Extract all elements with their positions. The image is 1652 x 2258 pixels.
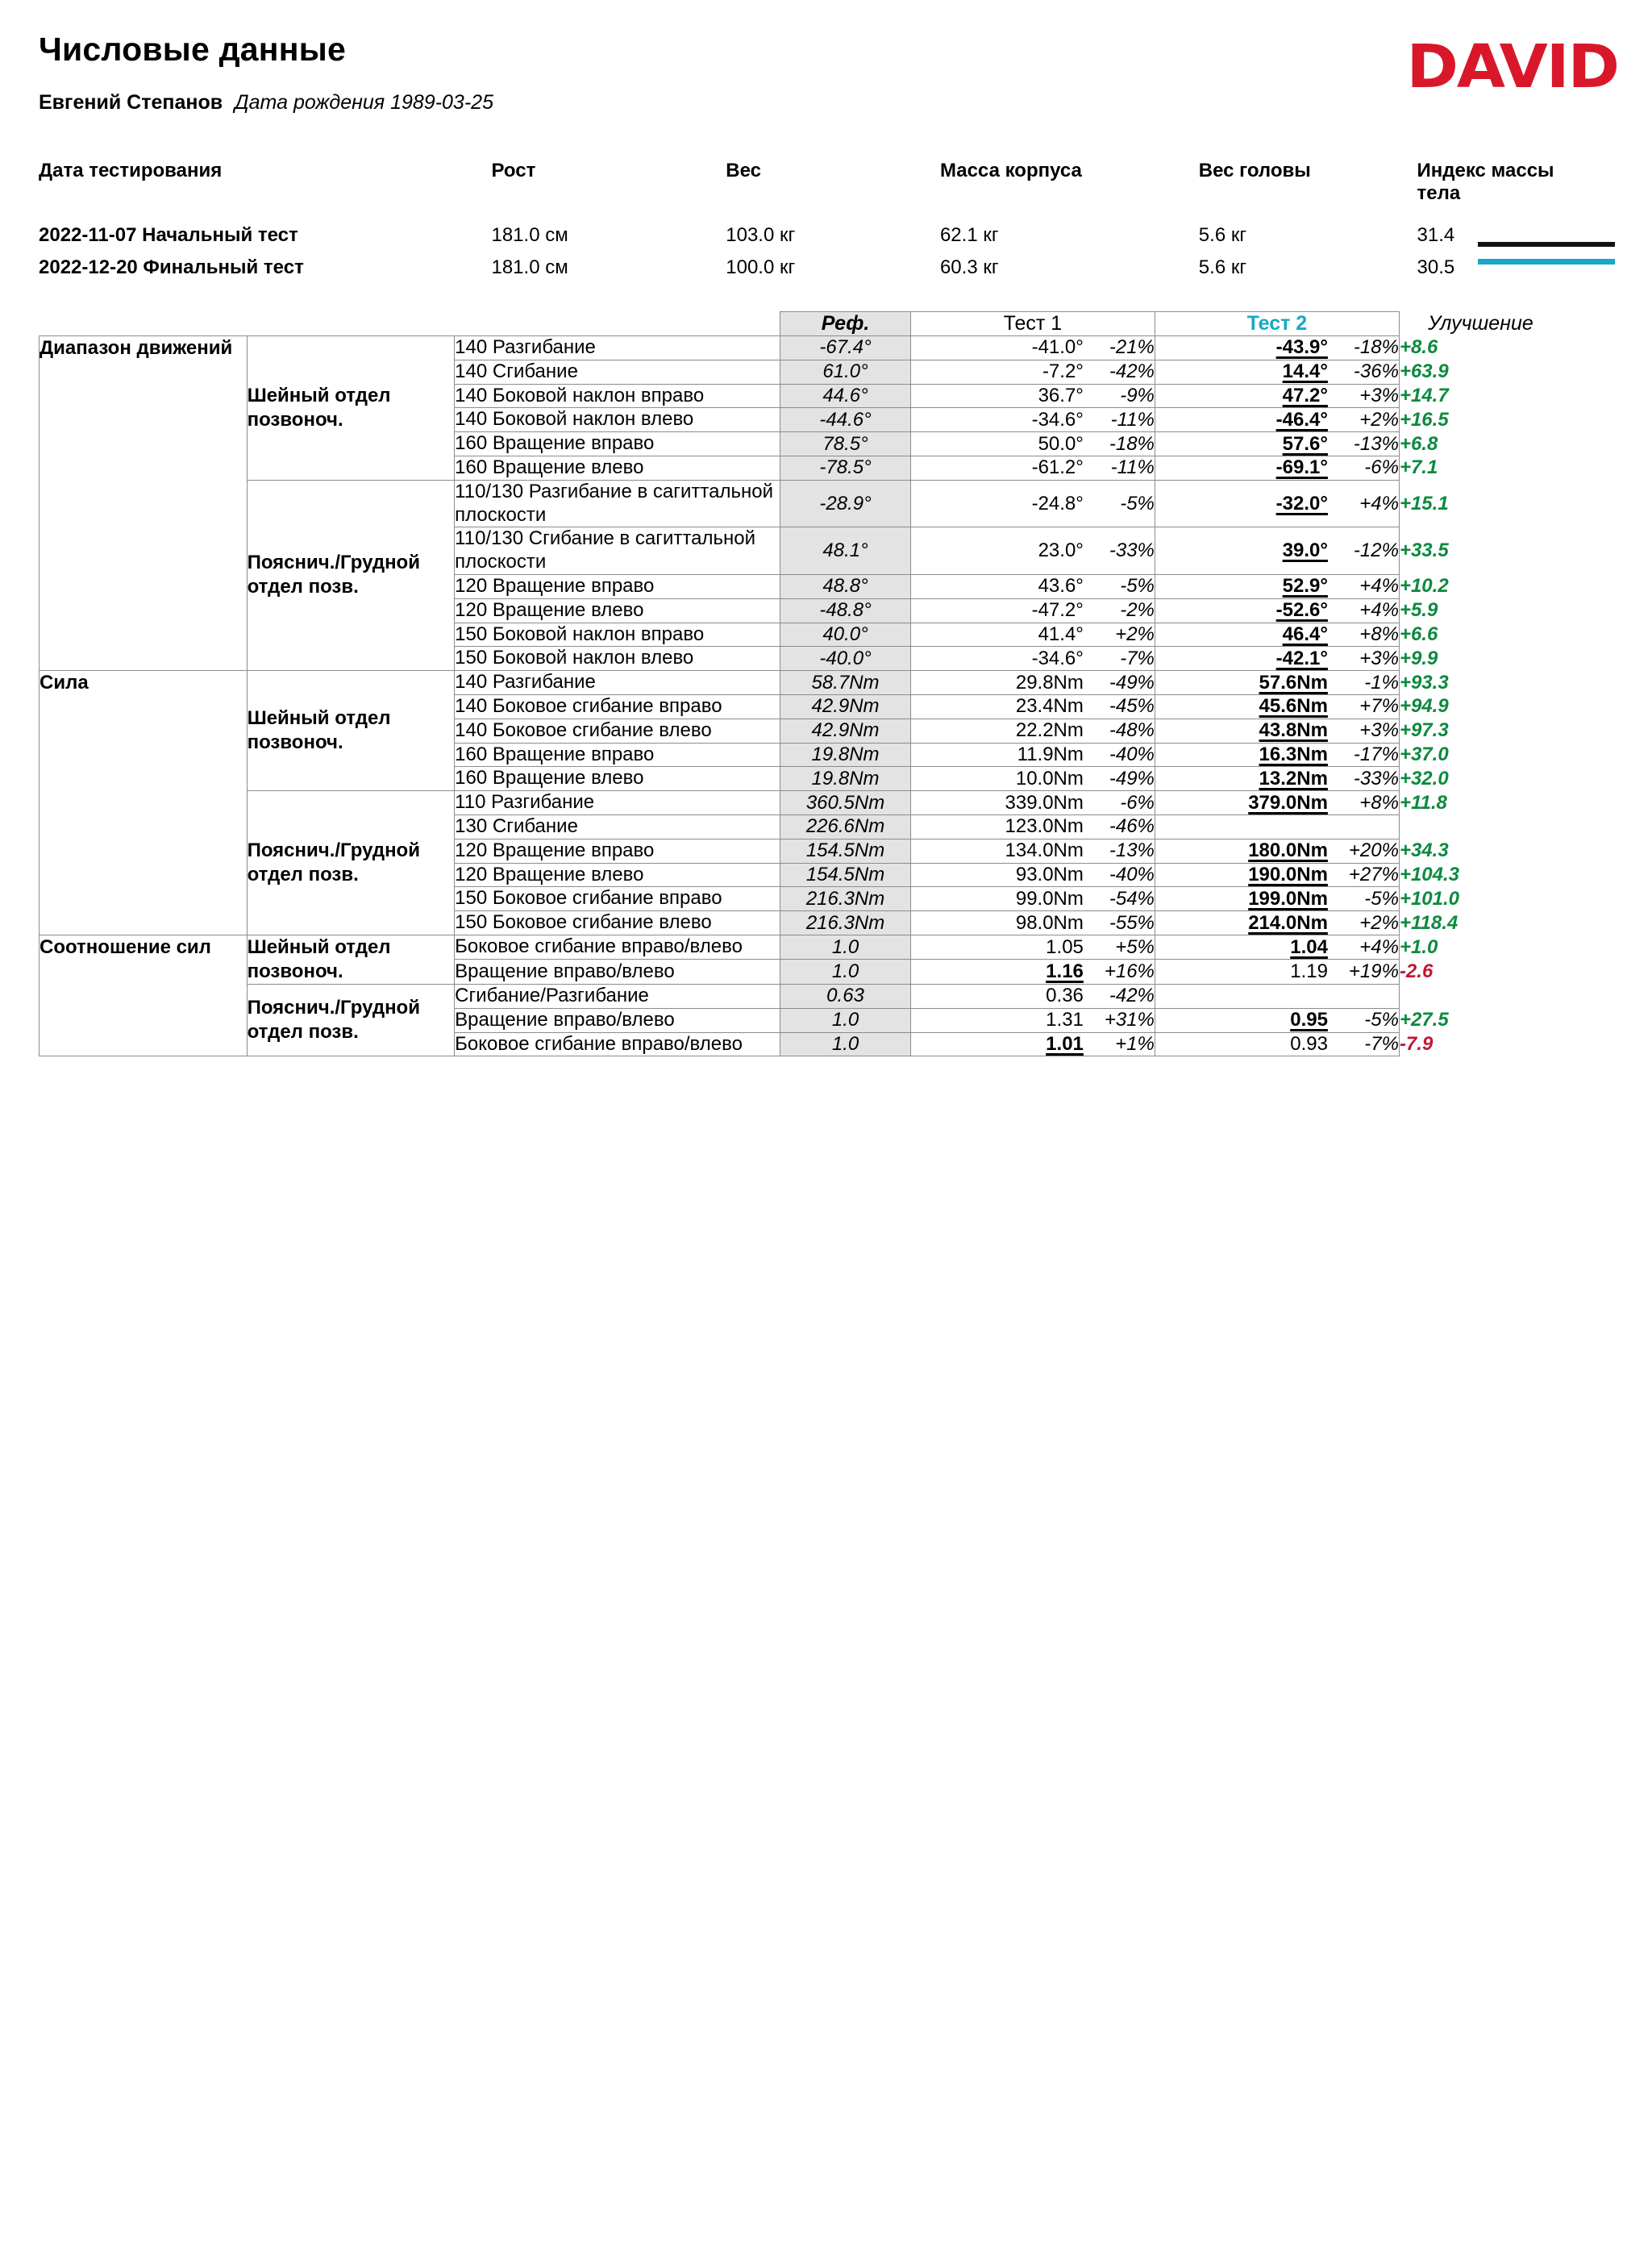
reference-value: -67.4° (780, 336, 911, 360)
reference-value: -40.0° (780, 647, 911, 671)
table-row (40, 935, 1563, 960)
reference-value: 58.7Nm (780, 671, 911, 695)
test2-value: 13.2Nm -33% (1155, 767, 1399, 791)
exercise-label: 110 Разгибание (455, 791, 780, 815)
exercise-label: 150 Боковое сгибание вправо (455, 887, 780, 911)
summary-row (39, 252, 1554, 284)
test2-value: -46.4° +2% (1155, 408, 1399, 432)
test2-value: 379.0Nm +8% (1155, 791, 1399, 815)
test1-value: 123.0Nm -46% (910, 814, 1155, 839)
test1-value: 23.0° -33% (910, 527, 1155, 575)
exercise-label: 110/130 Сгибание в сагиттальной плоскости (455, 527, 780, 575)
exercise-label: 120 Вращение влево (455, 598, 780, 623)
group-label: Сила (40, 671, 248, 935)
test2-value: 190.0Nm +27% (1155, 863, 1399, 887)
summary-col-height: Рост (491, 160, 536, 181)
summary-col-bmi: Индекс массы тела (1417, 160, 1554, 204)
region-label: Пояснич./Грудной отдел позв. (247, 984, 455, 1056)
measurements-section (39, 311, 1620, 1056)
region-label: Пояснич./Грудной отдел позв. (247, 791, 455, 935)
header-ref: Реф. (780, 312, 911, 336)
bmi-indicator (1478, 242, 1615, 277)
test2-value: 39.0° -12% (1155, 527, 1399, 575)
summary-bmi: 30.5 (1417, 256, 1455, 278)
improvement-value: +9.9 (1399, 647, 1438, 669)
patient-info (39, 91, 1620, 115)
test2-value: 0.93 -7% (1155, 1032, 1399, 1056)
test2-value: -69.1° -6% (1155, 456, 1399, 480)
summary-head-weight: 5.6 кг (1198, 256, 1247, 278)
summary-height: 181.0 см (491, 224, 568, 246)
summary-bmi: 31.4 (1417, 224, 1455, 246)
test2-value (1155, 814, 1399, 839)
improvement-value: +6.8 (1399, 432, 1438, 455)
region-label: Пояснич./Грудной отдел позв. (247, 480, 455, 670)
test2-value: -43.9° -18% (1155, 336, 1399, 360)
exercise-label: 160 Вращение вправо (455, 432, 780, 456)
test2-value: -42.1° +3% (1155, 647, 1399, 671)
improvement-value: +104.3 (1399, 863, 1460, 885)
summary-col-weight: Вес (726, 160, 761, 181)
exercise-label: 120 Вращение влево (455, 863, 780, 887)
test1-value: -41.0° -21% (910, 336, 1155, 360)
reference-value: 44.6° (780, 384, 911, 408)
improvement-value: +5.9 (1399, 599, 1438, 622)
group-label: Соотношение сил (40, 935, 248, 1056)
summary-col-head-weight: Вес головы (1198, 160, 1311, 181)
test1-value: 1.01 +1% (910, 1032, 1155, 1056)
test1-value: 23.4Nm -45% (910, 694, 1155, 719)
test1-value: 1.16 +16% (910, 960, 1155, 985)
exercise-label: 140 Боковое сгибание вправо (455, 694, 780, 719)
test2-value: 52.9° +4% (1155, 574, 1399, 598)
test1-value: 36.7° -9% (910, 384, 1155, 408)
test1-value: 134.0Nm -13% (910, 839, 1155, 863)
summary-head-weight: 5.6 кг (1198, 224, 1247, 246)
page-title: Числовые данные (39, 31, 346, 68)
improvement-value: +97.3 (1399, 719, 1449, 742)
table-row (40, 791, 1563, 815)
reference-value: 48.1° (780, 527, 911, 575)
improvement-value (1399, 814, 1562, 839)
report-page (0, 0, 1652, 1073)
exercise-label: 130 Сгибание (455, 814, 780, 839)
reference-value: 61.0° (780, 360, 911, 384)
summary-trunk-mass: 62.1 кг (939, 224, 999, 246)
reference-value: 40.0° (780, 623, 911, 647)
exercise-label: Боковое сгибание вправо/влево (455, 1032, 780, 1056)
test1-value: 43.6° -5% (910, 574, 1155, 598)
reference-value: 42.9Nm (780, 719, 911, 743)
improvement-value: +11.8 (1399, 791, 1447, 814)
reference-value: 48.8° (780, 574, 911, 598)
improvement-value: +118.4 (1399, 911, 1459, 934)
improvement-value: +33.5 (1399, 540, 1449, 562)
exercise-label: 160 Вращение вправо (455, 743, 780, 767)
measurements-table (39, 311, 1563, 1056)
improvement-value: +101.0 (1399, 887, 1460, 910)
improvement-value: +63.9 (1399, 360, 1449, 383)
test1-value: -34.6° -7% (910, 647, 1155, 671)
exercise-label: 140 Боковое сгибание влево (455, 719, 780, 743)
header-improvement: Улучшение (1428, 312, 1533, 335)
improvement-value: +94.9 (1399, 695, 1449, 718)
test1-value: 1.05 +5% (910, 935, 1155, 960)
table-row (40, 671, 1563, 695)
exercise-label: 160 Вращение влево (455, 456, 780, 480)
reference-value: 1.0 (780, 935, 911, 960)
region-label: Шейный отдел позвоноч. (247, 935, 455, 984)
test2-value: 1.19 +19% (1155, 960, 1399, 985)
test2-value: 1.04 +4% (1155, 935, 1399, 960)
improvement-value: +16.5 (1399, 408, 1449, 431)
test2-value: 214.0Nm +2% (1155, 911, 1399, 935)
exercise-label: Вращение вправо/влево (455, 960, 780, 985)
improvement-value: +15.1 (1399, 492, 1449, 515)
header-spacer-group (40, 312, 248, 336)
reference-value: 154.5Nm (780, 863, 911, 887)
improvement-value: +10.2 (1399, 575, 1449, 598)
reference-value: 1.0 (780, 960, 911, 985)
test2-value: 47.2° +3% (1155, 384, 1399, 408)
table-row (40, 480, 1563, 527)
summary-trunk-mass: 60.3 кг (939, 256, 999, 278)
test1-value: 10.0Nm -49% (910, 767, 1155, 791)
test1-value: 93.0Nm -40% (910, 863, 1155, 887)
improvement-value: -7.9 (1399, 1032, 1434, 1055)
exercise-label: 150 Боковой наклон влево (455, 647, 780, 671)
exercise-label: 110/130 Разгибание в сагиттальной плоскости (455, 480, 780, 527)
test2-value: 16.3Nm -17% (1155, 743, 1399, 767)
summary-weight: 100.0 кг (726, 256, 796, 278)
patient-dob: Дата рождения 1989-03-25 (235, 91, 493, 114)
reference-value: 0.63 (780, 984, 911, 1008)
test2-value: 57.6Nm -1% (1155, 671, 1399, 695)
test1-value: 11.9Nm -40% (910, 743, 1155, 767)
reference-value: 1.0 (780, 1008, 911, 1032)
header-spacer-exercise (455, 312, 780, 336)
improvement-value: +14.7 (1399, 384, 1449, 406)
test2-value: 0.95 -5% (1155, 1008, 1399, 1032)
improvement-value: -2.6 (1399, 960, 1434, 983)
exercise-label: 160 Вращение влево (455, 767, 780, 791)
reference-value: 154.5Nm (780, 839, 911, 863)
test1-value: 50.0° -18% (910, 432, 1155, 456)
exercise-label: 140 Разгибание (455, 671, 780, 695)
test2-value: -52.6° +4% (1155, 598, 1399, 623)
summary-table (39, 160, 1554, 284)
summary-row (39, 219, 1554, 252)
test1-value: 22.2Nm -48% (910, 719, 1155, 743)
test2-value: 14.4° -36% (1155, 360, 1399, 384)
region-label: Шейный отдел позвоноч. (247, 671, 455, 791)
reference-value: 216.3Nm (780, 911, 911, 935)
test2-value: 180.0Nm +20% (1155, 839, 1399, 863)
exercise-label: 140 Сгибание (455, 360, 780, 384)
table-row (40, 984, 1563, 1008)
header-test2: Тест 2 (1155, 312, 1399, 336)
bmi-bar-test1 (1478, 242, 1615, 247)
reference-value: -44.6° (780, 408, 911, 432)
exercise-label: 150 Боковое сгибание влево (455, 911, 780, 935)
reference-value: 78.5° (780, 432, 911, 456)
exercise-label: Вращение вправо/влево (455, 1008, 780, 1032)
test2-value: 43.8Nm +3% (1155, 719, 1399, 743)
reference-value: 42.9Nm (780, 694, 911, 719)
test1-value: 0.36 -42% (910, 984, 1155, 1008)
test1-value: -61.2° -11% (910, 456, 1155, 480)
summary-height: 181.0 см (491, 256, 568, 278)
test1-value: 98.0Nm -55% (910, 911, 1155, 935)
exercise-label: Боковое сгибание вправо/влево (455, 935, 780, 960)
patient-name: Евгений Степанов (39, 91, 223, 114)
test2-value: 57.6° -13% (1155, 432, 1399, 456)
test1-value: -24.8° -5% (910, 480, 1155, 527)
improvement-value (1399, 984, 1562, 1008)
improvement-value: +32.0 (1399, 767, 1449, 789)
improvement-value: +37.0 (1399, 743, 1449, 765)
reference-value: 226.6Nm (780, 814, 911, 839)
improvement-value: +8.6 (1399, 336, 1438, 359)
test1-value: 41.4° +2% (910, 623, 1155, 647)
reference-value: 1.0 (780, 1032, 911, 1056)
reference-value: 216.3Nm (780, 887, 911, 911)
region-label: Шейный отдел позвоноч. (247, 336, 455, 481)
summary-col-date: Дата тестирования (39, 160, 223, 181)
reference-value: -48.8° (780, 598, 911, 623)
test2-value: 46.4° +8% (1155, 623, 1399, 647)
exercise-label: 140 Разгибание (455, 336, 780, 360)
improvement-value: +34.3 (1399, 839, 1449, 862)
reference-value: 19.8Nm (780, 743, 911, 767)
david-logo: DAVID (1406, 32, 1618, 102)
test1-value: 99.0Nm -54% (910, 887, 1155, 911)
reference-value: -28.9° (780, 480, 911, 527)
improvement-value: +27.5 (1399, 1009, 1449, 1031)
bmi-bar-test2 (1478, 259, 1615, 265)
header-test1: Тест 1 (910, 312, 1155, 336)
exercise-label: 150 Боковой наклон вправо (455, 623, 780, 647)
exercise-label: 120 Вращение вправо (455, 574, 780, 598)
table-row (40, 336, 1563, 360)
test2-value: 199.0Nm -5% (1155, 887, 1399, 911)
summary-header-row (39, 160, 1554, 219)
test1-value: -47.2° -2% (910, 598, 1155, 623)
summary-date: 2022-12-20 Финальный тест (39, 256, 304, 278)
improvement-value: +1.0 (1399, 935, 1438, 958)
report-header (32, 31, 1620, 135)
reference-value: 19.8Nm (780, 767, 911, 791)
exercise-label: 140 Боковой наклон вправо (455, 384, 780, 408)
test1-value: 29.8Nm -49% (910, 671, 1155, 695)
improvement-value: +6.6 (1399, 623, 1438, 645)
improvement-value: +93.3 (1399, 671, 1449, 694)
group-label: Диапазон движений (40, 336, 248, 671)
test1-value: -34.6° -11% (910, 408, 1155, 432)
reference-value: 360.5Nm (780, 791, 911, 815)
exercise-label: Сгибание/Разгибание (455, 984, 780, 1008)
summary-col-trunk-mass: Масса корпуса (939, 160, 1082, 181)
test2-value: 45.6Nm +7% (1155, 694, 1399, 719)
improvement-value: +7.1 (1399, 456, 1438, 479)
header-spacer-region (247, 312, 455, 336)
summary-weight: 103.0 кг (726, 224, 796, 246)
reference-value: -78.5° (780, 456, 911, 480)
test2-value: -32.0° +4% (1155, 480, 1399, 527)
measurements-header-row (40, 312, 1563, 336)
summary-date: 2022-11-07 Начальный тест (39, 224, 298, 246)
test1-value: 339.0Nm -6% (910, 791, 1155, 815)
test1-value: -7.2° -42% (910, 360, 1155, 384)
test1-value: 1.31 +31% (910, 1008, 1155, 1032)
test2-value (1155, 984, 1399, 1008)
exercise-label: 140 Боковой наклон влево (455, 408, 780, 432)
exercise-label: 120 Вращение вправо (455, 839, 780, 863)
